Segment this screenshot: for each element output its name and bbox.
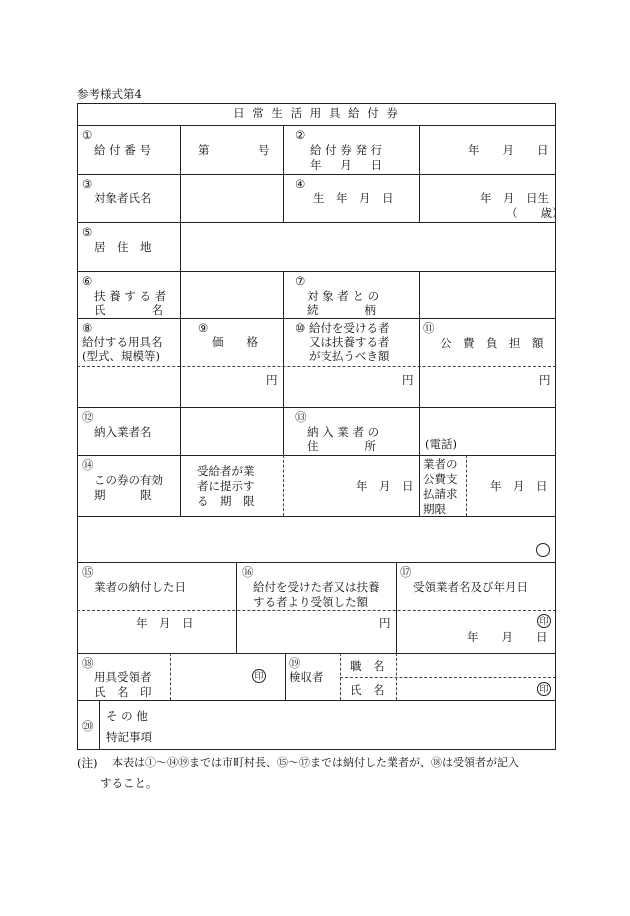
cell-num-3: ③ <box>82 177 93 191</box>
public-share-label: 公 費 負 担 額 <box>440 336 544 350</box>
supplier-address-label-1: 納 入 業 者 の <box>307 425 380 439</box>
present-deadline-label-1: 受給者が業 <box>197 464 255 478</box>
supplier-name-label: 納入業者名 <box>94 425 152 439</box>
issue-number-prefix: 第 <box>198 143 210 157</box>
issue-number-label: 給 付 番 号 <box>94 143 151 157</box>
cell-num-16: ⑯ <box>242 565 254 579</box>
received-amount-label-1: 給付を受けた者又は扶養 <box>253 580 380 594</box>
present-deadline-date: 年 月 日 <box>356 479 414 493</box>
item-name-label-2: (型式、規模等) <box>82 349 160 363</box>
birthdate-value: 年 月 日生 <box>480 191 549 205</box>
present-deadline-label-2: 者に提示す <box>197 479 255 493</box>
relation-label-2: 続 柄 <box>307 303 376 317</box>
receiver-seal-icon: 印 <box>252 669 266 683</box>
billing-deadline-label-1: 業者の <box>423 457 458 471</box>
cell-num-11: ⑪ <box>423 321 435 335</box>
cell-num-4: ④ <box>295 177 306 191</box>
address-label: 居 住 地 <box>94 240 152 254</box>
cell-num-1: ① <box>82 128 93 142</box>
form-title: 日 常 生 活 用 具 給 付 券 <box>233 106 400 120</box>
inspector-seal-icon: 印 <box>537 682 551 696</box>
received-amount-label-2: する者より受領した額 <box>253 595 368 609</box>
vendor-seal-icon: 印 <box>537 614 551 628</box>
cell-num-5: ⑤ <box>82 225 93 239</box>
copay-label-2: 又は扶養する者 <box>309 335 390 349</box>
cell-num-12: ⑫ <box>82 410 94 424</box>
validity-label-1: この券の有効 <box>94 473 163 487</box>
cell-num-8: ⑧ <box>82 321 93 335</box>
recipient-name-label: 対象者氏名 <box>94 191 152 205</box>
supporter-label-2: 氏 名 <box>94 303 163 317</box>
inspector-name-label: 氏 名 <box>350 683 385 697</box>
delivery-date-value: 年 月 日 <box>136 616 194 630</box>
remarks-label-1: そ の 他 <box>106 709 148 723</box>
cell-num-20: ⑳ <box>82 719 94 733</box>
present-deadline-label-3: る 期 限 <box>197 494 255 508</box>
note-prefix: (注) <box>77 756 98 770</box>
price-unit: 円 <box>266 373 278 387</box>
price-label: 価 格 <box>212 335 258 349</box>
validity-label-2: 期 限 <box>94 488 152 502</box>
receipt-vendor-label: 受領業者名及び年月日 <box>413 580 528 594</box>
issue-date-label-2: 年 月 日 <box>310 158 383 172</box>
form-code: 参考様式第4 <box>77 87 142 101</box>
receiver-label-2: 氏 名 印 <box>94 685 152 699</box>
issue-date-value: 年 月 日 <box>468 143 549 157</box>
note-line-1: 本表は①～⑭⑲までは市町村長、⑮～⑰までは納付した業者が、⑱は受領者が記入 <box>112 756 519 769</box>
item-name-label-1: 給付する用具名 <box>82 335 163 349</box>
birthdate-label: 生 年 月 日 <box>313 191 394 205</box>
received-amount-unit: 円 <box>379 616 391 630</box>
copay-label-1: 給付を受ける者 <box>309 321 390 335</box>
billing-deadline-label-4: 期限 <box>423 502 446 516</box>
cell-num-15: ⑮ <box>82 565 94 579</box>
cell-num-10: ⑩ <box>295 321 306 335</box>
remarks-label-2: 特記事項 <box>106 730 152 744</box>
mayor-seal-icon <box>536 543 550 557</box>
billing-deadline-label-3: 払請求 <box>423 487 458 501</box>
cell-num-19: ⑲ <box>289 656 301 670</box>
receiver-label-1: 用具受領者 <box>94 670 152 684</box>
supplier-phone-label: (電話) <box>425 437 457 451</box>
relation-label-1: 対 象 者 と の <box>307 289 380 303</box>
cell-num-7: ⑦ <box>295 274 306 288</box>
issue-number-suffix: 号 <box>258 143 270 157</box>
cell-num-9: ⑨ <box>198 321 209 335</box>
copay-label-3: が支払うべき額 <box>309 349 390 363</box>
cell-num-14: ⑭ <box>82 458 94 472</box>
supplier-address-label-2: 住 所 <box>307 439 376 453</box>
billing-deadline-label-2: 公費支 <box>423 472 458 486</box>
delivery-date-label: 業者の納付した日 <box>94 580 186 594</box>
cell-num-6: ⑥ <box>82 274 93 288</box>
age-value: （ 歳） <box>506 206 564 220</box>
note-line-2: すること。 <box>100 776 158 790</box>
cell-num-13: ⑬ <box>295 410 307 424</box>
cell-num-18: ⑱ <box>82 656 94 670</box>
public-share-unit: 円 <box>539 373 551 387</box>
receipt-vendor-date: 年 月 日 <box>467 630 548 644</box>
cell-num-2: ② <box>295 128 306 142</box>
billing-deadline-date: 年 月 日 <box>490 479 548 493</box>
inspector-label: 検収者 <box>289 670 324 684</box>
inspector-title-label: 職 名 <box>350 659 385 673</box>
copay-unit: 円 <box>402 373 414 387</box>
cell-num-17: ⑰ <box>400 565 412 579</box>
issue-date-label-1: 給 付 券 発 行 <box>310 143 383 157</box>
supporter-label-1: 扶 養 す る 者 <box>94 289 167 303</box>
